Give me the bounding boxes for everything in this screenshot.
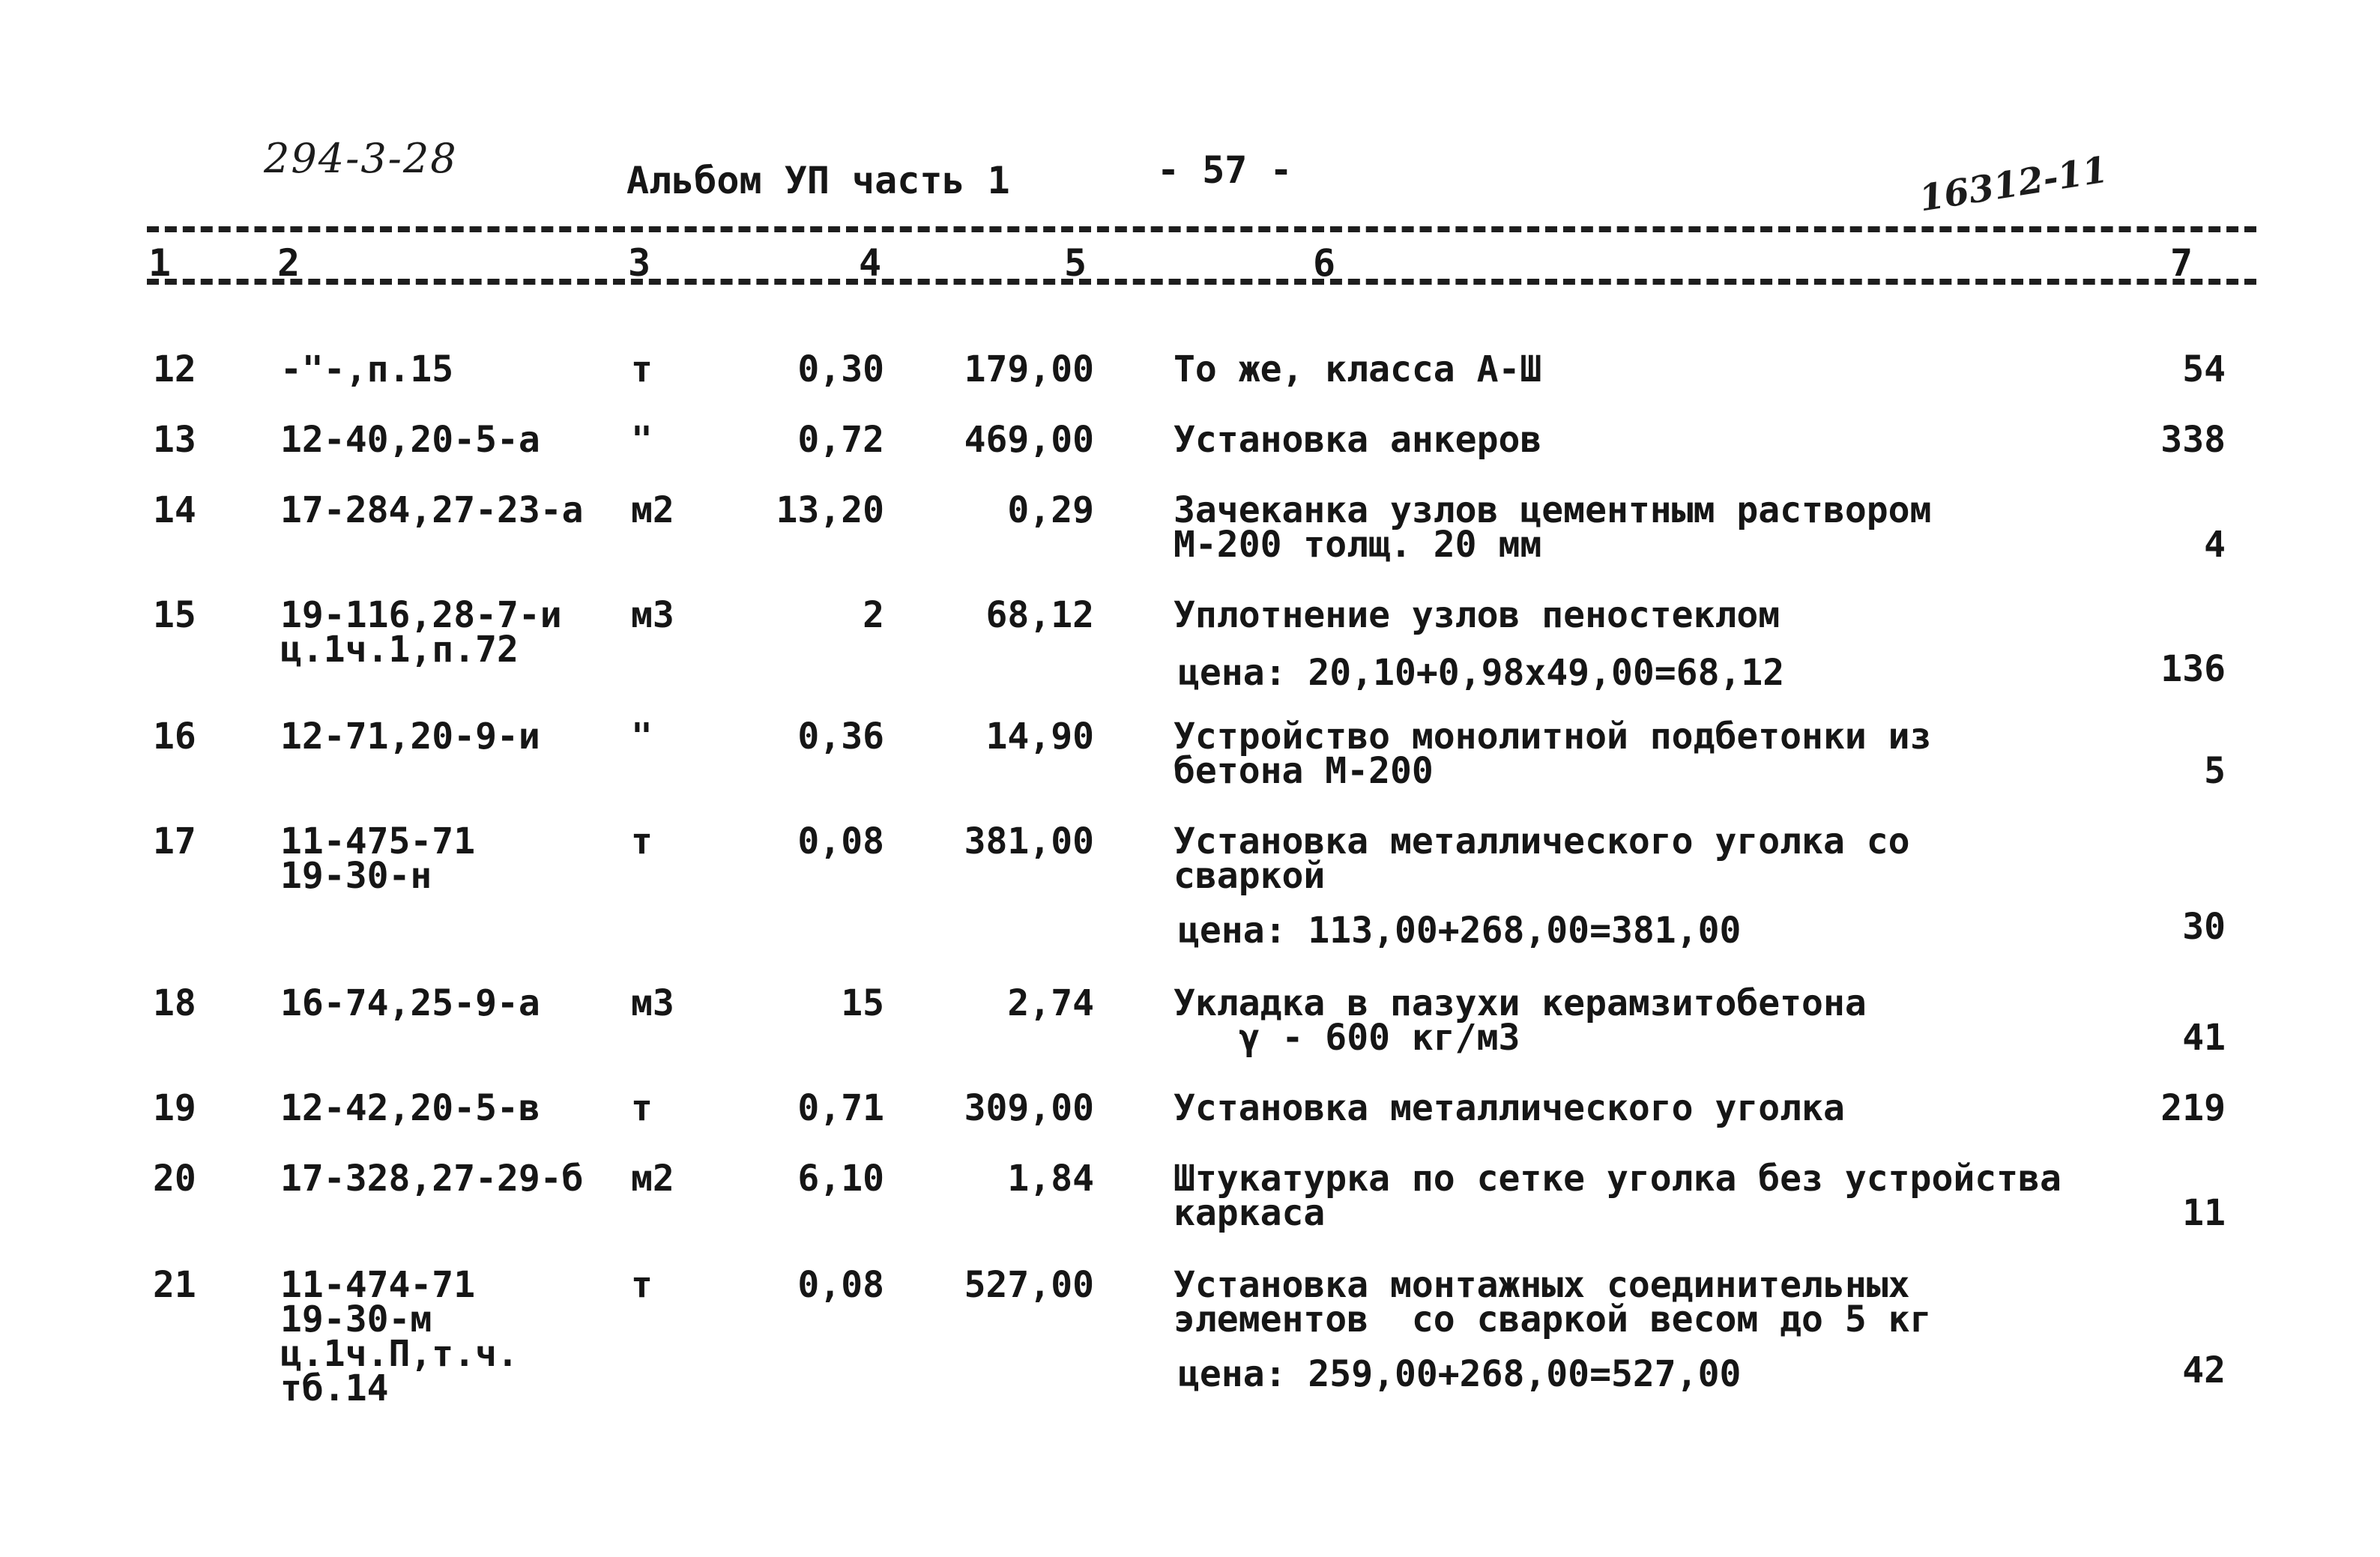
cell-cost: 11 — [2182, 1192, 2226, 1234]
handwritten-stamp: 16312-11 — [1916, 148, 2111, 220]
cell-unit: " — [631, 419, 653, 461]
cell-code: 11-475-71 19-30-н — [280, 820, 476, 897]
cell-qty: 0,08 — [797, 1264, 884, 1306]
cell-qty: 15 — [841, 982, 884, 1024]
column-number-7: 7 — [2170, 241, 2193, 285]
cell-n: 15 — [153, 594, 196, 636]
header-rule-bottom — [147, 279, 2256, 285]
cell-qty: 0,30 — [797, 348, 884, 390]
cell-unit: т — [631, 1087, 653, 1129]
cell-qty: 0,72 — [797, 419, 884, 461]
cell-code: 16-74,25-9-а — [280, 982, 540, 1024]
cell-desc: Укладка в пазухи керамзитобетона γ - 600 кг/м3 — [1174, 982, 1867, 1059]
header-rule-top — [147, 226, 2256, 232]
cell-n: 19 — [153, 1087, 196, 1129]
column-number-6: 6 — [1313, 241, 1336, 285]
cell-desc: Уплотнение узлов пеностеклом — [1174, 594, 1781, 636]
column-number-3: 3 — [628, 241, 651, 285]
cell-n: 16 — [153, 716, 196, 758]
cell-cost: 42 — [2182, 1349, 2226, 1391]
cell-price: 2,74 — [1007, 982, 1094, 1024]
cell-n: 13 — [153, 419, 196, 461]
cell-n: 20 — [153, 1158, 196, 1200]
cell-code: 12-40,20-5-а — [280, 419, 540, 461]
cell-cost: 219 — [2160, 1087, 2226, 1129]
cell-cost: 136 — [2160, 648, 2226, 690]
cell-n: 12 — [153, 348, 196, 390]
column-number-5: 5 — [1064, 241, 1087, 285]
cell-price: 381,00 — [964, 820, 1094, 862]
price-calculation: цена: 259,00+268,00=527,00 — [1178, 1353, 1742, 1395]
cell-unit: " — [631, 716, 653, 758]
column-number-4: 4 — [859, 241, 882, 285]
cell-cost: 4 — [2204, 524, 2226, 566]
cell-desc: Установка металлического уголка — [1174, 1087, 1845, 1129]
cell-cost: 41 — [2182, 1017, 2226, 1059]
cell-unit: т — [631, 348, 653, 390]
cell-cost: 5 — [2204, 750, 2226, 792]
cell-cost: 54 — [2182, 348, 2226, 390]
cell-cost: 338 — [2160, 419, 2226, 461]
cell-unit: м2 — [631, 489, 674, 531]
cell-code: 12-71,20-9-и — [280, 716, 540, 758]
cell-desc: Штукатурка по сетке уголка без устройства каркаса — [1174, 1158, 2062, 1234]
cell-price: 14,90 — [985, 716, 1094, 758]
cell-desc: Установка металлического уголка со сваркой — [1174, 820, 1910, 897]
cell-unit: м2 — [631, 1158, 674, 1200]
price-calculation: цена: 20,10+0,98х49,00=68,12 — [1178, 652, 1785, 694]
cell-price: 309,00 — [964, 1087, 1094, 1129]
cell-qty: 0,08 — [797, 820, 884, 862]
cell-unit: м3 — [631, 982, 674, 1024]
cell-desc: Установка монтажных соединительных элементов со сваркой весом до 5 кг — [1174, 1264, 1932, 1340]
cell-desc: Установка анкеров — [1174, 419, 1542, 461]
cell-code: 12-42,20-5-в — [280, 1087, 540, 1129]
cell-price: 68,12 — [985, 594, 1094, 636]
cell-cost: 30 — [2182, 906, 2226, 948]
cell-desc: Зачеканка узлов цементным раствором М-200 толщ. 20 мм — [1174, 489, 1932, 566]
page-number: - 57 - — [1157, 148, 1293, 192]
cell-qty: 13,20 — [776, 489, 884, 531]
cell-desc: Устройство монолитной подбетонки из бетона М-200 — [1174, 716, 1932, 792]
cell-qty: 2 — [863, 594, 884, 636]
cell-code: 17-284,27-23-а — [280, 489, 584, 531]
cell-unit: м3 — [631, 594, 674, 636]
cell-qty: 6,10 — [797, 1158, 884, 1200]
cell-qty: 0,36 — [797, 716, 884, 758]
cell-code: 17-328,27-29-б — [280, 1158, 584, 1200]
cell-price: 0,29 — [1007, 489, 1094, 531]
cell-code: -"-,п.15 — [280, 348, 454, 390]
cell-unit: т — [631, 820, 653, 862]
cell-n: 21 — [153, 1264, 196, 1306]
cell-desc: То же, класса А-Ш — [1174, 348, 1542, 390]
cell-n: 17 — [153, 820, 196, 862]
cell-n: 18 — [153, 982, 196, 1024]
cell-price: 1,84 — [1007, 1158, 1094, 1200]
document-code: 294-3-28 — [264, 135, 458, 182]
column-number-2: 2 — [277, 241, 300, 285]
cell-n: 14 — [153, 489, 196, 531]
cell-qty: 0,71 — [797, 1087, 884, 1129]
price-calculation: цена: 113,00+268,00=381,00 — [1178, 910, 1742, 952]
cell-price: 527,00 — [964, 1264, 1094, 1306]
column-number-1: 1 — [148, 241, 172, 285]
cell-price: 179,00 — [964, 348, 1094, 390]
cell-code: 19-116,28-7-и ц.1ч.1,п.72 — [280, 594, 562, 671]
cell-unit: т — [631, 1264, 653, 1306]
album-title: Альбом УП часть 1 — [626, 159, 1010, 202]
cell-price: 469,00 — [964, 419, 1094, 461]
cell-code: 11-474-71 19-30-м ц.1ч.П,т.ч. тб.14 — [280, 1264, 519, 1409]
